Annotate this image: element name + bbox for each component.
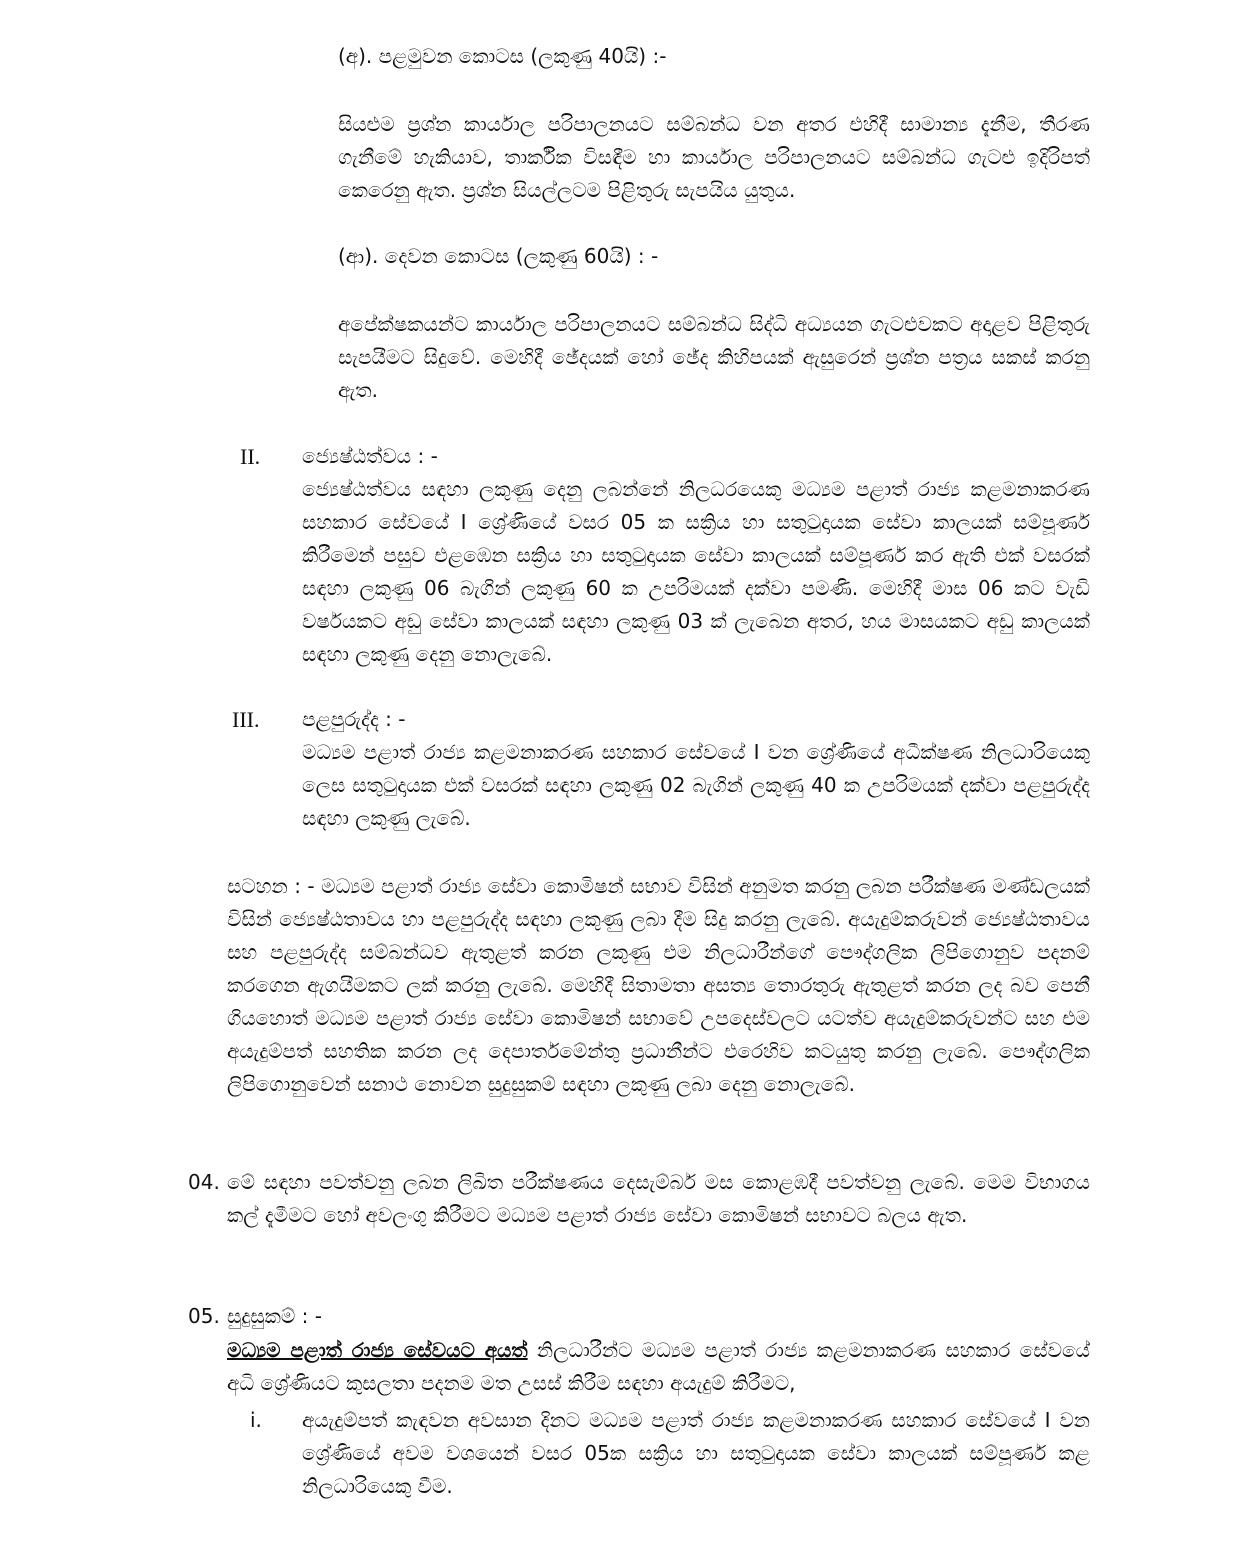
item-iii-body: මධ්‍යම පළාත් රාජ්‍ය කළමනාකරණ සහකාර සේවයේ I වන ශ්‍රේණියේ අධීක්ෂණ නිලධාරියෙකු ලෙස සතුටුදායක එක් වසරක් සඳහා ලකුණු 02 බැගින් ලකුණු 40 ක උපරිමයක් දක්වා පළපුරුද්ද සඳහා ලකුණු ලැබේ. [302,740,1090,830]
item-05-heading: සුදුසුකම් : - [227,1304,322,1328]
item-05-sub-i-numeral: i. [250,1408,262,1432]
item-05-body-text: නිලධාරීන්ට මධ්‍යම පළාත් රාජ්‍ය කළමනාකරණ සහකාර සේවයේ අධි ශ්‍රේණියට කුසලතා පදනම මත උසස් කිරීම සඳහා අයැදුම් කිරීමට, [227,1338,1090,1395]
section-aa-body: අපේක්ෂකයන්ට කාර්යාල පරිපාලනයට සම්බන්ධ සිද්ධි අධ්‍යයන ගැටළුවකට අදාළව පිළිතුරු සැපයීමට සිදුවේ. මෙහිදී ඡේදයක් හෝ ඡේද කිහිපයක් ඇසුරෙන් ප්‍රශ්න පත්‍රය සකස් කරනු ඇත. [338,312,1090,402]
item-iii-numeral: III. [232,707,260,732]
item-05-sub-i-body: අයැදුම්පත් කැඳවන අවසාන දිනට මධ්‍යම පළාත් රාජ්‍ය කළමනාකරණ සහකාර සේවයේ I වන ශ්‍රේණියේ අවම වශයෙන් වසර 05ක සක්‍රිය හා සතුටුදායක සේවා කාලයක් සම්පූර්ණ කළ නිලධාරියෙකු වීම. [302,1408,1090,1498]
section-a-body: සියළුම ප්‍රශ්න කාර්යාල පරිපාලනයට සම්බන්ධ වන අතර එහිදී සාමාන්‍ය දැනීම, තීරණ ගැනීමේ හැකියාව, තාර්කික විසඳීම හා කාර්යාල පරිපාලනයට සම්බන්ධ ගැටළු ඉදිරිපත් කෙරෙනු ඇත. ප්‍රශ්න සියල්ලටම පිළිතුරු සැපයිය යුතුය. [338,112,1090,202]
item-05-number: 05. [188,1304,220,1328]
note-paragraph: සටහන : - මධ්‍යම පළාත් රාජ්‍ය සේවා කොමිෂන් සභාව විසින් අනුමත කරනු ලබන පරීක්ෂණ මණ්ඩලයක් විසින් ජ්‍යෙෂ්ඨතාවය හා පළපුරුද්ද සඳහා ලකුණු ලබා දීම සිදු කරනු ලැබේ. අයැදුම්කරුවන් ජ්‍යෙෂ්ඨතාවය සහ පළපුරුද්ද සම්බන්ධව ඇතුළත් කරන ලකුණු එම නිලධාරීන්ගේ පෞද්ගලික ලිපිගොනුව පදනම් කරගෙන ඇගයීමකට ලක් කරනු ලැබේ. මෙහිදී සිතාමතා අසත්‍ය තොරතුරු ඇතුළත් කරන ලද බව පෙනී ගියහොත් මධ්‍යම පළාත් රාජ්‍ය සේවා කොමිෂන් සභාවේ උපදෙස්වලට යටත්ව අයැදුම්කරුවන්ට සහ එම අයැදුම්පත් සහතික කරන ලද දෙපාර්තමේන්තු ප්‍රධානීන්ට එරෙහිව කටයුතු කරනු ලැබේ. පෞද්ගලික ලිපිගොනුවෙන් සනාථ නොවන සුදුසුකම් සඳහා ලකුණු ලබා දෙනු නොලැබේ. [227,874,1090,1096]
item-iii-heading: පළපුරුද්ද : - [302,707,406,731]
item-ii-body: ජ්‍යෙෂ්ඨත්වය සඳහා ලකුණු දෙනු ලබන්නේ නිලධරයෙකු මධ්‍යම පළාත් රාජ්‍ය කළමනාකරණ සහකාර සේවයේ I ශ්‍රේණියේ වසර 05 ක සක්‍රිය හා සතුටුදායක සේවා කාලයක් සම්පූර්ණ කිරීමෙන් පසුව එළඹෙන සක්‍රිය හා සතුටුදායක සේවා කාලයක් සම්පූර්ණ කර ඇති එක් වසරක් සඳහා ලකුණු 06 බැගින් ලකුණු 60 ක උපරිමයක් දක්වා පමණි. මෙහිදී මාස 06 කට වැඩි වර්ෂයකට අඩු සේවා කාලයක් සඳහා ලකුණු 03 ක් ලැබෙන අතර, හය මාසයකට අඩු කාලයක් සඳහා ලකුණු දෙනු නොලැබේ. [302,477,1090,666]
item-ii-numeral: II. [240,444,261,469]
section-a-heading: (අ). පළමුවන කොටස (ලකුණු 40යි) :- [338,44,667,68]
section-aa-heading: (ආ). දෙවන කොටස (ලකුණු 60යි) : - [338,244,659,268]
item-05-body [227,1334,1090,1400]
item-04-number: 04. [188,1170,220,1194]
item-05-underlined-text: මධ්‍යම පළාත් රාජ්‍ය සේවයට අයත් [227,1338,528,1362]
item-ii-heading: ජ්‍යෙෂ්ඨත්වය : - [302,444,438,468]
item-04-body: මේ සඳහා පවත්වනු ලබන ලිඛිත පරීක්ෂණය දෙසැම්බර් මස කොළඹදී පවත්වනු ලැබේ. මෙම විභාගය කල් දැමීමට හෝ අවලංගු කිරීමට මධ්‍යම පළාත් රාජ්‍ය සේවා කොමිෂන් සභාවට බලය ඇත. [227,1170,1090,1227]
